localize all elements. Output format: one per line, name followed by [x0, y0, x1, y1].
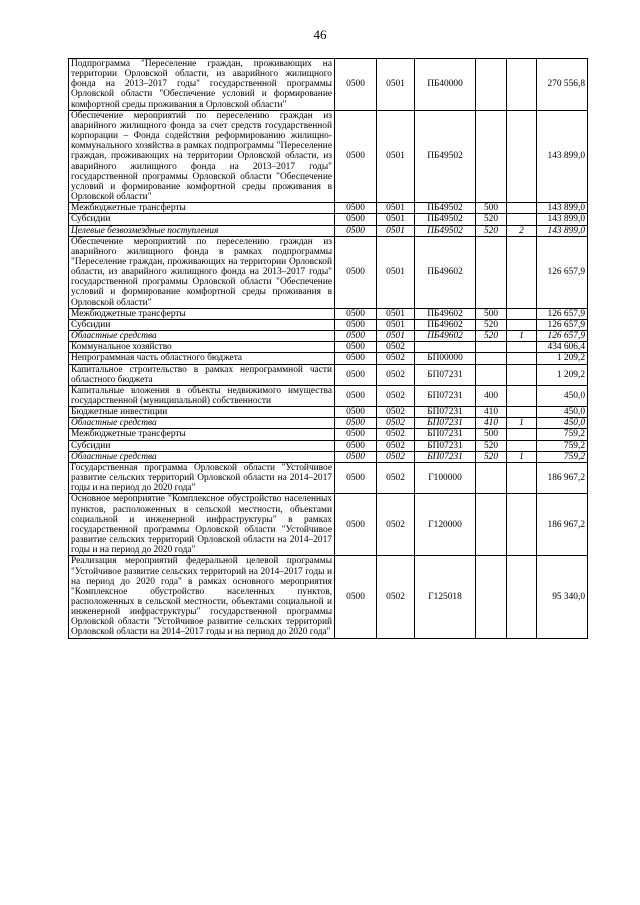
- expense-type-code: 520: [476, 451, 507, 462]
- table-row: [69, 556, 588, 638]
- amount: 1 209,2: [537, 364, 588, 385]
- table-row: [69, 59, 588, 111]
- amount: 186 967,2: [537, 494, 588, 556]
- source-code: [507, 59, 537, 111]
- expense-type-code: 410: [476, 407, 507, 418]
- subsection-code: 0501: [377, 203, 415, 214]
- table-row: [69, 407, 588, 418]
- table-row: [69, 494, 588, 556]
- subsection-code: 0502: [377, 385, 415, 406]
- table-row: [69, 353, 588, 364]
- source-code: [507, 110, 537, 202]
- item-name: Субсидии: [69, 319, 335, 330]
- item-name: Субсидии: [69, 214, 335, 225]
- table-row: [69, 451, 588, 462]
- table-row: [69, 214, 588, 225]
- target-article-code: БП07231: [415, 451, 476, 462]
- section-code: 0500: [335, 342, 377, 353]
- section-code: 0500: [335, 203, 377, 214]
- amount: 143 899,0: [537, 214, 588, 225]
- target-article-code: БП07231: [415, 418, 476, 429]
- subsection-code: 0501: [377, 225, 415, 236]
- item-name: Капитальное строительство в рамках непрограммной части областного бюджета: [69, 364, 335, 385]
- amount: 1 209,2: [537, 353, 588, 364]
- amount: 270 556,8: [537, 59, 588, 111]
- section-code: 0500: [335, 225, 377, 236]
- table-row: [69, 319, 588, 330]
- section-code: 0500: [335, 418, 377, 429]
- subsection-code: 0502: [377, 407, 415, 418]
- table-row: [69, 225, 588, 236]
- expense-type-code: 500: [476, 308, 507, 319]
- section-code: 0500: [335, 319, 377, 330]
- subsection-code: 0502: [377, 556, 415, 638]
- section-code: 0500: [335, 385, 377, 406]
- target-article-code: ПБ40000: [415, 59, 476, 111]
- section-code: 0500: [335, 331, 377, 342]
- source-code: [507, 494, 537, 556]
- table-row: [69, 331, 588, 342]
- amount: 143 899,0: [537, 225, 588, 236]
- source-code: [507, 342, 537, 353]
- source-code: 1: [507, 331, 537, 342]
- source-code: [507, 429, 537, 440]
- section-code: 0500: [335, 429, 377, 440]
- source-code: 1: [507, 418, 537, 429]
- item-name: Реализация мероприятий федеральной целевой программы "Устойчивое развитие сельских территорий на 2014–2017 годы и на период до 2020 года" в рамках основного мероприятия "Комплексное обустройство населенных пунктов, расположенных в сельской местности, объектами социальной и инженерной инфраструктуры" государственной программы Орловской области "Устойчивое развитие сельских территорий Орловской области на 2014–2017 годы и на период до 2020 года": [69, 556, 335, 638]
- amount: 759,2: [537, 440, 588, 451]
- item-name: Межбюджетные трансферты: [69, 203, 335, 214]
- expense-type-code: [476, 556, 507, 638]
- source-code: 2: [507, 225, 537, 236]
- item-name: Подпрограмма "Переселение граждан, проживающих на территории Орловской области, из аварийного жилищного фонда на 2013–2017 годы" государственной программы Орловской области "Обеспечение условий и формирование комфортной среды проживания в Орловской области": [69, 59, 335, 111]
- table-row: [69, 429, 588, 440]
- source-code: 1: [507, 451, 537, 462]
- subsection-code: 0502: [377, 451, 415, 462]
- section-code: 0500: [335, 353, 377, 364]
- target-article-code: ПБ49502: [415, 214, 476, 225]
- source-code: [507, 214, 537, 225]
- section-code: 0500: [335, 236, 377, 308]
- section-code: 0500: [335, 364, 377, 385]
- amount: 126 657,9: [537, 236, 588, 308]
- target-article-code: БП07231: [415, 385, 476, 406]
- expense-type-code: [476, 110, 507, 202]
- target-article-code: ПБ49502: [415, 225, 476, 236]
- expense-type-code: 520: [476, 214, 507, 225]
- amount: 759,2: [537, 451, 588, 462]
- section-code: 0500: [335, 59, 377, 111]
- amount: 759,2: [537, 429, 588, 440]
- amount: 143 899,0: [537, 110, 588, 202]
- source-code: [507, 556, 537, 638]
- target-article-code: ПБ49602: [415, 308, 476, 319]
- item-name: Основное мероприятие "Комплексное обустройство населенных пунктов, расположенных в сельской местности, объектами социальной и инженерной инфраструктуры" в рамках государственной программы Орловской области "Устойчивое развитие сельских территорий Орловской области на 2014–2017 годы и на период до 2020 года": [69, 494, 335, 556]
- item-name: Областные средства: [69, 331, 335, 342]
- expense-type-code: [476, 59, 507, 111]
- item-name: Коммунальное хозяйство: [69, 342, 335, 353]
- source-code: [507, 407, 537, 418]
- source-code: [507, 308, 537, 319]
- subsection-code: 0501: [377, 214, 415, 225]
- expense-type-code: [476, 462, 507, 493]
- amount: 450,0: [537, 418, 588, 429]
- expense-type-code: 410: [476, 418, 507, 429]
- target-article-code: БП07231: [415, 407, 476, 418]
- table-row: [69, 462, 588, 493]
- item-name: Капитальные вложения в объекты недвижимого имущества государственной (муниципальной) собственности: [69, 385, 335, 406]
- item-name: Областные средства: [69, 418, 335, 429]
- source-code: [507, 440, 537, 451]
- target-article-code: БП07231: [415, 429, 476, 440]
- expense-type-code: 500: [476, 203, 507, 214]
- subsection-code: 0501: [377, 319, 415, 330]
- item-name: Бюджетные инвестиции: [69, 407, 335, 418]
- item-name: Обеспечение мероприятий по переселению граждан из аварийного жилищного фонда в рамках подпрограммы "Переселение граждан, проживающих на территории Орловской области, из аварийного жилищного фонда на 2013–2017 годы" государственной программы Орловской области "Обеспечение условий и формирование комфортной среды проживания в Орловской области": [69, 236, 335, 308]
- source-code: [507, 319, 537, 330]
- item-name: Межбюджетные трансферты: [69, 308, 335, 319]
- expense-type-code: [476, 494, 507, 556]
- table-row: [69, 440, 588, 451]
- expense-type-code: [476, 342, 507, 353]
- expense-type-code: 520: [476, 319, 507, 330]
- target-article-code: ПБ49602: [415, 331, 476, 342]
- item-name: Субсидии: [69, 440, 335, 451]
- table-row: [69, 308, 588, 319]
- section-code: 0500: [335, 440, 377, 451]
- expense-type-code: [476, 364, 507, 385]
- source-code: [507, 203, 537, 214]
- expense-type-code: 520: [476, 225, 507, 236]
- target-article-code: ПБ49602: [415, 236, 476, 308]
- table-row: [69, 236, 588, 308]
- table-row: [69, 385, 588, 406]
- amount: 450,0: [537, 385, 588, 406]
- section-code: 0500: [335, 556, 377, 638]
- item-name: Непрограммная часть областного бюджета: [69, 353, 335, 364]
- section-code: 0500: [335, 451, 377, 462]
- item-name: Государственная программа Орловской области "Устойчивое развитие сельских территорий Орловской области на 2014–2017 годы и на период до 2020 года": [69, 462, 335, 493]
- target-article-code: БП07231: [415, 440, 476, 451]
- subsection-code: 0502: [377, 462, 415, 493]
- expense-type-code: 400: [476, 385, 507, 406]
- expense-type-code: [476, 353, 507, 364]
- section-code: 0500: [335, 494, 377, 556]
- table-row: [69, 342, 588, 353]
- amount: 126 657,9: [537, 308, 588, 319]
- source-code: [507, 364, 537, 385]
- target-article-code: Г125018: [415, 556, 476, 638]
- source-code: [507, 462, 537, 493]
- item-name: Областные средства: [69, 451, 335, 462]
- section-code: 0500: [335, 462, 377, 493]
- item-name: Целевые безвозмездные поступления: [69, 225, 335, 236]
- expense-type-code: 520: [476, 440, 507, 451]
- subsection-code: 0501: [377, 236, 415, 308]
- budget-table: [68, 58, 588, 639]
- section-code: 0500: [335, 110, 377, 202]
- target-article-code: ПБ49502: [415, 110, 476, 202]
- section-code: 0500: [335, 214, 377, 225]
- expense-type-code: [476, 236, 507, 308]
- target-article-code: ПБ49602: [415, 319, 476, 330]
- amount: 95 340,0: [537, 556, 588, 638]
- amount: 126 657,9: [537, 331, 588, 342]
- section-code: 0500: [335, 308, 377, 319]
- subsection-code: 0502: [377, 353, 415, 364]
- amount: 450,0: [537, 407, 588, 418]
- expense-type-code: 500: [476, 429, 507, 440]
- subsection-code: 0501: [377, 59, 415, 111]
- subsection-code: 0502: [377, 429, 415, 440]
- table-row: [69, 418, 588, 429]
- table-row: [69, 110, 588, 202]
- table-row: [69, 364, 588, 385]
- budget-table-body: [69, 59, 588, 639]
- target-article-code: Г120000: [415, 494, 476, 556]
- section-code: 0500: [335, 407, 377, 418]
- amount: 186 967,2: [537, 462, 588, 493]
- amount: 126 657,9: [537, 319, 588, 330]
- subsection-code: 0502: [377, 494, 415, 556]
- target-article-code: [415, 342, 476, 353]
- source-code: [507, 385, 537, 406]
- source-code: [507, 353, 537, 364]
- target-article-code: Г100000: [415, 462, 476, 493]
- subsection-code: 0502: [377, 364, 415, 385]
- target-article-code: БП07231: [415, 364, 476, 385]
- item-name: Межбюджетные трансферты: [69, 429, 335, 440]
- item-name: Обеспечение мероприятий по переселению граждан из аварийного жилищного фонда за счет средств государственной корпорации – Фонда содействия реформированию жилищно-коммунального хозяйства в рамках подпрограммы "Переселение граждан, проживающих на территории Орловской области, из аварийного жилищного фонда на 2013–2017 годы" государственной программы Орловской области "Обеспечение условий и формирование комфортной среды проживания в Орловской области": [69, 110, 335, 202]
- amount: 143 899,0: [537, 203, 588, 214]
- expense-type-code: 520: [476, 331, 507, 342]
- subsection-code: 0502: [377, 342, 415, 353]
- table-row: [69, 203, 588, 214]
- subsection-code: 0501: [377, 308, 415, 319]
- subsection-code: 0501: [377, 331, 415, 342]
- source-code: [507, 236, 537, 308]
- page-number: 46: [313, 27, 327, 42]
- amount: 434 606,4: [537, 342, 588, 353]
- target-article-code: БП00000: [415, 353, 476, 364]
- subsection-code: 0502: [377, 418, 415, 429]
- target-article-code: ПБ49502: [415, 203, 476, 214]
- subsection-code: 0501: [377, 110, 415, 202]
- subsection-code: 0502: [377, 440, 415, 451]
